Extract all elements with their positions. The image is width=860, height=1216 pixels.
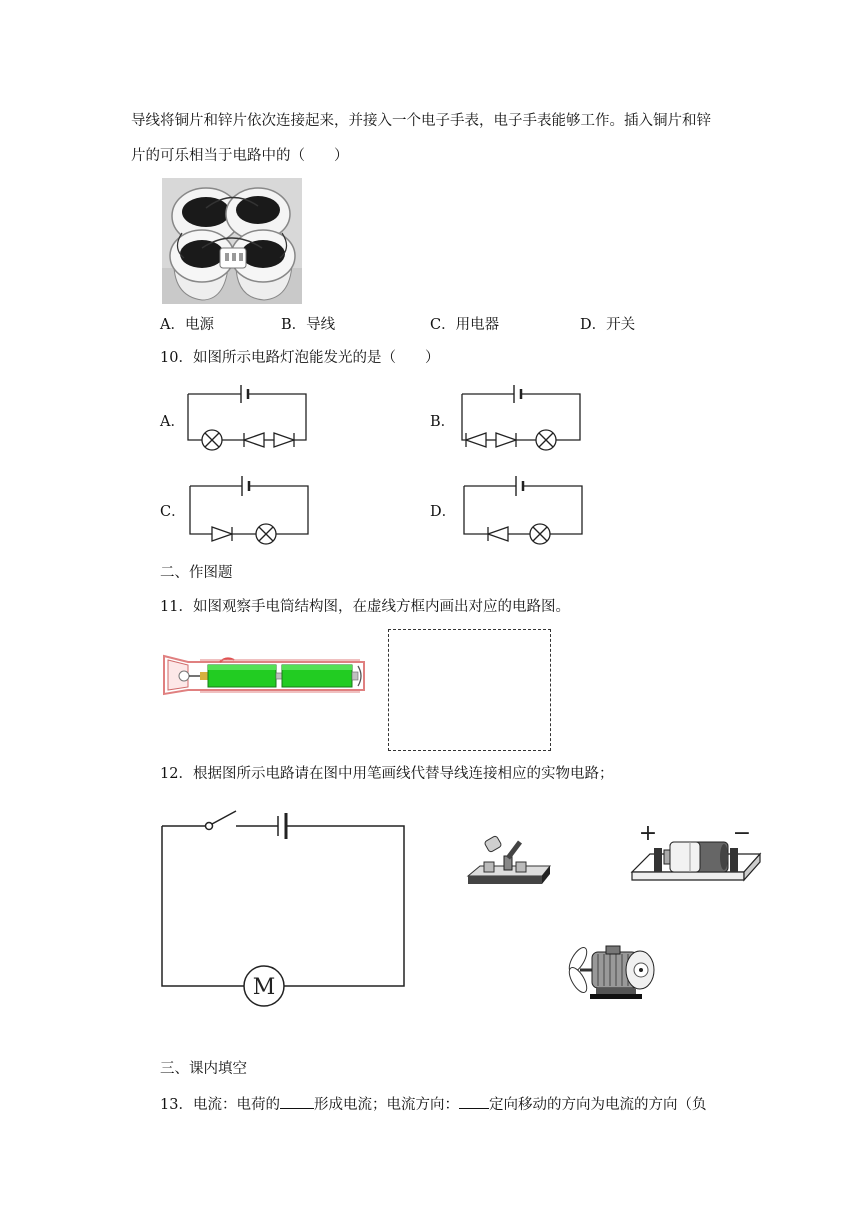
circuit-diagram-b [458, 380, 584, 455]
battery-holder-illustration[interactable] [630, 820, 764, 892]
q10-option-b-label: B． [430, 414, 456, 430]
q9-option-c: C．用电器 [430, 317, 500, 333]
circuit-diagram-d [460, 470, 586, 548]
motor-circuit-diagram [160, 808, 410, 1008]
electric-motor-illustration[interactable] [566, 940, 658, 1002]
q10-option-c-label: C． [160, 504, 186, 520]
q9-option-b: B．导线 [281, 317, 336, 333]
q10-stem: 10．如图所示电路灯泡能发光的是（ ） [160, 350, 440, 366]
q10-option-a-label: A． [160, 414, 185, 430]
circuit-diagram-c [188, 470, 312, 548]
answer-dashed-box[interactable] [388, 629, 551, 751]
q10-option-d-label: D． [430, 504, 457, 520]
q13-blank-1[interactable] [280, 1094, 314, 1109]
flashlight-illustration [160, 652, 368, 698]
q13-blank-2[interactable] [459, 1094, 489, 1109]
battery-minus-sign: − [732, 821, 752, 846]
cola-cups-photo [162, 178, 302, 304]
q9-option-d: D．开关 [580, 317, 636, 333]
battery-plus-sign: + [638, 821, 658, 846]
q13-text-3: 定向移动的方向为电流的方向（负 [488, 1097, 707, 1113]
q11-stem: 11．如图观察手电筒结构图，在虚线方框内画出对应的电路图。 [160, 599, 570, 615]
section-3-heading: 三、课内填空 [160, 1061, 247, 1077]
knife-switch-illustration[interactable] [466, 832, 552, 888]
circuit-diagram-a [186, 380, 310, 455]
q9-line2: 片的可乐相当于电路中的（ ） [131, 148, 349, 164]
q13-line [160, 1094, 706, 1115]
q12-stem: 12．根据图所示电路请在图中用笔画线代替导线连接相应的实物电路； [160, 766, 614, 782]
motor-symbol-label: M [252, 975, 276, 1000]
q9-line1: 导线将铜片和锌片依次连接起来，并接入一个电子手表，电子手表能够工作。插入铜片和锌 [131, 113, 711, 129]
section-2-heading: 二、作图题 [160, 565, 233, 581]
q13-text-1: 13．电流：电荷的 [160, 1097, 280, 1113]
q13-text-2: 形成电流；电流方向： [313, 1097, 459, 1113]
q9-option-a: A．电源 [160, 317, 214, 333]
